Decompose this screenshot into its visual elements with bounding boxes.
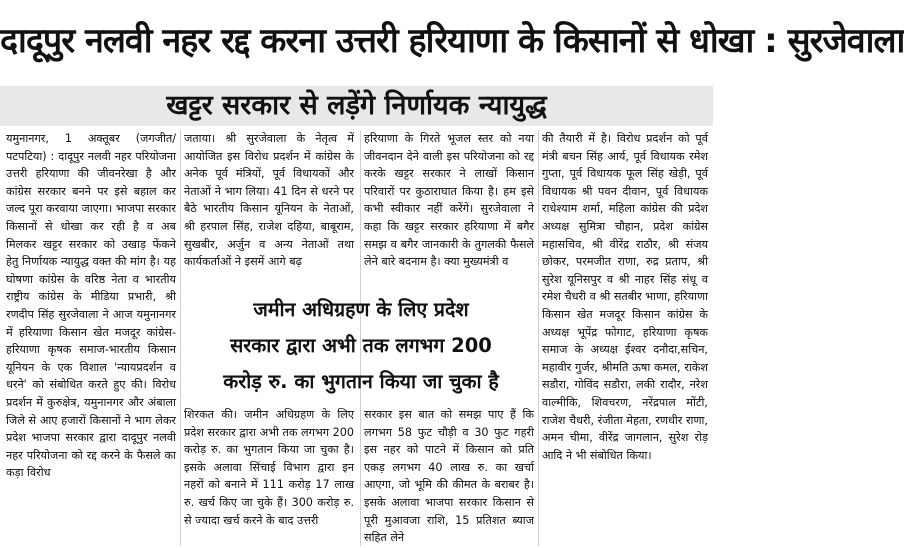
- column-text: हरियाणा के गिरते भूजल स्तर को नया जीवनदान देने वाली इस परियोजना को रद्द करके खट्टर सरकार ने लाखों किसान परिवारों पर कुठाराघात किया है। हम इसे कभी स्वीकार नहीं करेंगे। सुरजेवाला ने कहा कि खट्टर सरकार हरियाणा में बगैर समझ व बगैर जानकारी के तुगलकी फैसले लेने बारे बदनाम है। क्या मुख्यमंत्री व: [364, 132, 534, 269]
- column-text: सरकार इस बात को समझ पाए हैं कि लगभग 58 फुट चौड़ी व 30 फुट गहरी इस नहर को पाटने में किसान को प्रति एकड़ लगभग 40 लाख रु. का खर्चा आएगा, जो भूमि की कीमत के बराबर है। इसके अलावा भाजपा सरकार किसान से पूरी मुआवजा राशि, 15 प्रतिशत ब्याज सहित लेने: [364, 408, 534, 545]
- article-column-3-top: [364, 130, 534, 290]
- pull-quote-line: जमीन अधिग्रहण के लिए प्रदेश: [253, 298, 469, 321]
- article-column-1: [6, 130, 176, 546]
- article-column-2-bottom: [184, 406, 354, 546]
- article-column-4: [542, 130, 708, 546]
- pull-quote: [186, 292, 536, 400]
- column-text: की तैयारी में है। विरोध प्रदर्शन को पूर्व मंत्री बचन सिंह आर्य, पूर्व विधायक रमेश गुप्ता, पूर्व विधायक फूल सिंह खेड़ी, पूर्व विधायक श्री पवन दीवान, पूर्व विधायक राधेश्याम शर्मा, महिला कांग्रेस की प्रदेश अध्यक्ष सुमित्रा चौहान, प्रदेश कांग्रेस महासचिव, श्री वीरेंद्र राठौर, श्री संजय छोकर, परमजीत राणा, रुद्र प्रताप, श्री सुरेश यूनिसपुर व श्री नाहर सिंह संधू व रमेश चैधरी व श्री सतबीर भाणा, हरियाणा किसान खेत मजदूर किसान कांग्रेस के अध्यक्ष भूपेंद्र फोगाट, हरियाणा कृषक समाज के अध्यक्ष ईश्वर दनौदा,सचिन, महावीर गुर्जर, श्रीमति ऊषा कमल, राकेश सडौरा, गोविंद सडौरा, लकी रादौर, नरेश वाल्मीकि, शिवचरण, नरेंद्रपाल मोंटी, राजेश चैधरी, रंजीता मेहता, रणधीर राणा, अमन चीमा, वीरेंद्र जागलान, सुरेश रोड़ आदि ने भी संबोधित किया।: [542, 132, 708, 462]
- column-text: यमुनानगर, 1 अक्तूबर (जगजीत/ पटपटिया) : दादूपुर नलवी नहर परियोजना उत्तरी हरियाणा की जीवनरेखा है और कांग्रेस सरकार बनने पर इसे बहाल कर जल्द पूरा करवाया जाएगा। भाजपा सरकार किसानों से धोखा कर रही है व अब मिलकर खट्टर सरकार को उखाड़ फेंकने हेतु निर्णायक न्यायुद्ध वक्त की मांग है। यह घोषणा कांग्रेस के वरिष्ठ नेता व भारतीय राष्ट्रीय कांग्रेस के मीडिया प्रभारी, श्री रणदीप सिंह सुरजेवाला ने आज यमुनानगर में हरियाणा किसान खेत मजदूर कांग्रेस-हरियाणा कृषक समाज-भारतीय किसान यूनियन के एक विशाल 'न्यायप्रदर्शन व धरने' को संबोधित करते हुए की। विरोध प्रदर्शन में कुरुक्षेत्र, यमुनानगर और अंबाला जिले से आए हजारों किसानों ने भाग लेकर प्रदेश भाजपा सरकार द्वारा दादूपुर नलवी नहर परियोजना को रद्द करने के फैसले का कड़ा विरोध: [6, 132, 176, 480]
- column-text: शिरकत की। जमीन अधिग्रहण के लिए प्रदेश सरकार द्वारा अभी तक लगभग 200 करोड़ रु. का भुगतान किया जा चुका है। इसके अलावा सिंचाई विभाग द्वारा इन नहरों को बनाने में 111 करोड़ 17 लाख रु. खर्च किए जा चुके हैं। 300 करोड़ रु. से ज्यादा खर्च करने के बाद उत्तरी: [184, 408, 354, 527]
- column-divider: [180, 130, 181, 546]
- column-divider: [538, 130, 539, 546]
- pull-quote-line: सरकार द्वारा अभी तक लगभग 200: [230, 334, 492, 357]
- article-column-3-bottom: [364, 406, 534, 546]
- subheadline: खट्टर सरकार से लड़ेंगे निर्णायक न्यायुद्ध: [166, 90, 547, 121]
- article-column-2-top: [184, 130, 354, 290]
- pull-quote-line: करोड़ रु. का भुगतान किया जा चुका है: [223, 370, 499, 393]
- subheadline-band: [0, 86, 713, 126]
- column-text: जताया। श्री सुरजेवाला के नेतृत्व में आयोजित इस विरोध प्रदर्शन में कांग्रेस के अनेक पूर्व मंत्रियों, पूर्व विधायकों और नेताओं ने भाग लिया। 41 दिन से धरने पर बैठे भारतीय किसान यूनियन के नेताओं, श्री हरपाल सिंह, राजेश दहिया, बाबूराम, सुखबीर, अर्जुन व अन्य नेताओं तथा कार्यकर्ताओं ने इसमें आगे बढ़: [184, 132, 354, 269]
- headline: दादूपुर नलवी नहर रद्द करना उत्तरी हरियाणा के किसानों से धोखा : सुरजेवाला: [0, 21, 904, 61]
